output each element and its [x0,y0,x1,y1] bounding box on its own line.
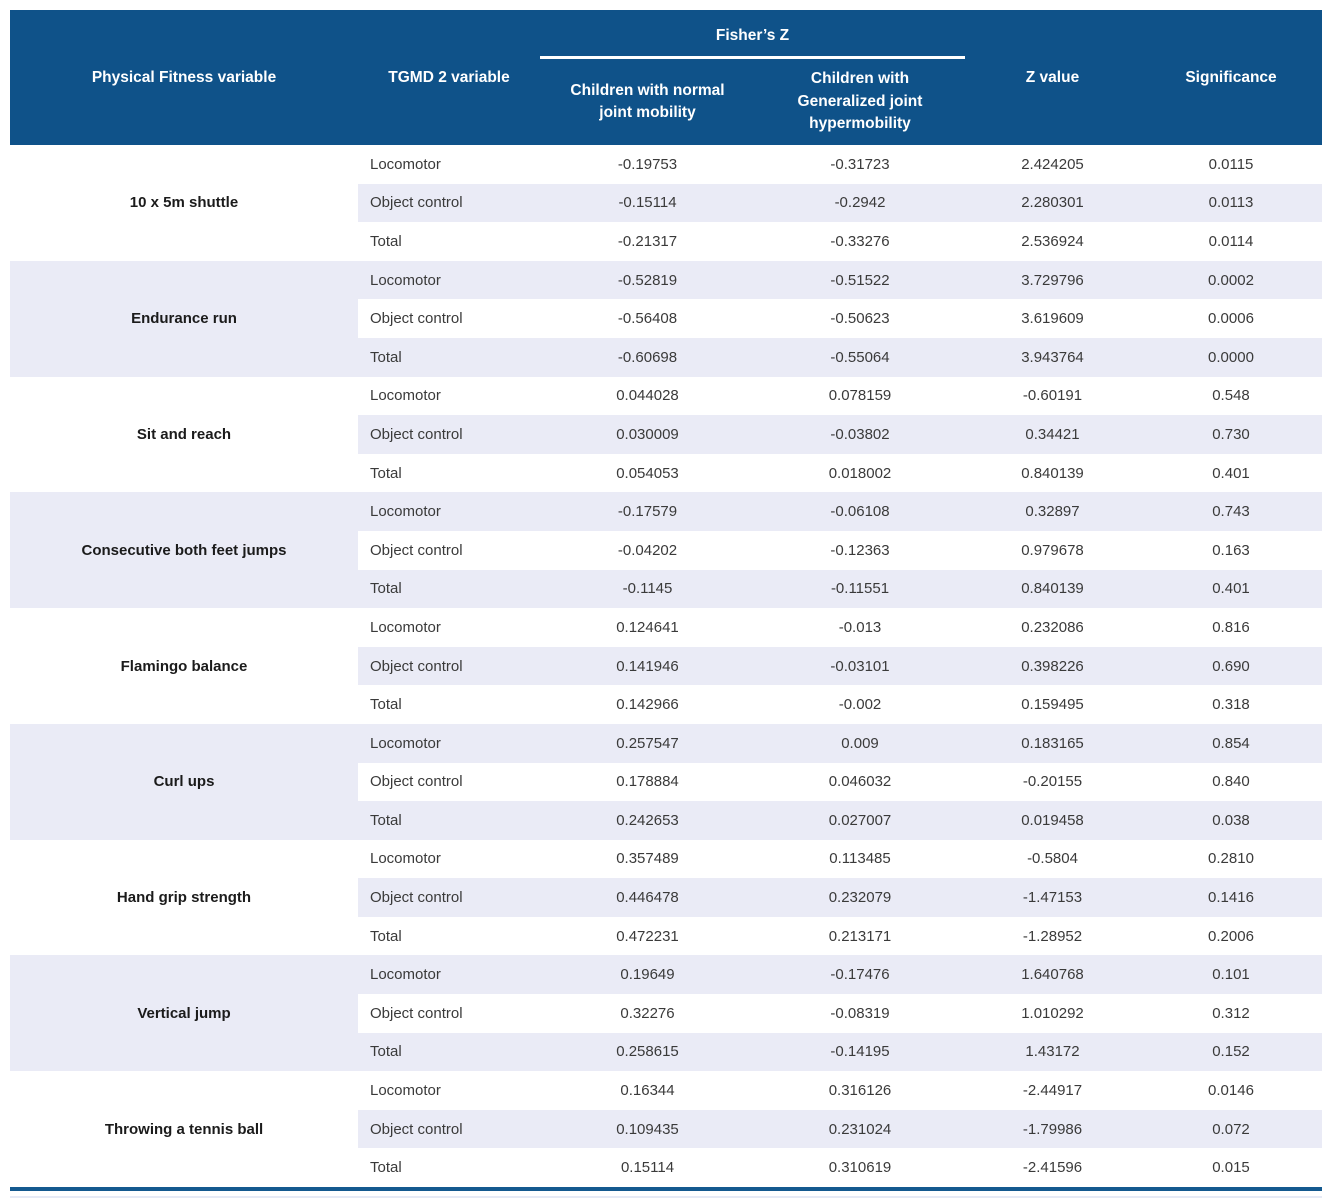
table-row [10,145,1322,184]
cell-z-value: -0.5804 [965,840,1140,879]
cell-z-value: 0.32897 [965,492,1140,531]
cell-z-value: 3.943764 [965,338,1140,377]
cell-significance: 0.015 [1140,1148,1322,1189]
cell-fishers-z-hypermobility: -0.03101 [755,647,965,686]
cell-significance: 0.318 [1140,685,1322,724]
cell-tgmd-variable: Locomotor [358,492,540,531]
cell-fishers-z-normal-mobility: -0.17579 [540,492,755,531]
cell-fishers-z-normal-mobility: 0.054053 [540,454,755,493]
cell-fishers-z-normal-mobility: -0.1145 [540,570,755,609]
cell-z-value: 0.019458 [965,801,1140,840]
cell-fishers-z-hypermobility: -0.14195 [755,1033,965,1072]
cell-tgmd-variable: Total [358,801,540,840]
cell-fishers-z-normal-mobility: 0.32276 [540,994,755,1033]
cell-fishers-z-hypermobility: 0.213171 [755,917,965,956]
cell-tgmd-variable: Total [358,917,540,956]
cell-fishers-z-hypermobility: -0.002 [755,685,965,724]
table-header [10,10,1322,145]
cell-tgmd-variable: Object control [358,299,540,338]
cell-fishers-z-hypermobility: -0.12363 [755,531,965,570]
cell-tgmd-variable: Locomotor [358,1071,540,1110]
cell-z-value: 1.43172 [965,1033,1140,1072]
cell-fishers-z-hypermobility: -0.08319 [755,994,965,1033]
cell-significance: 0.401 [1140,454,1322,493]
cell-z-value: 0.840139 [965,570,1140,609]
cell-fishers-z-normal-mobility: 0.242653 [540,801,755,840]
cell-tgmd-variable: Total [358,685,540,724]
cell-z-value: 0.159495 [965,685,1140,724]
cell-z-value: -2.44917 [965,1071,1140,1110]
cell-tgmd-variable: Locomotor [358,145,540,184]
cell-fishers-z-normal-mobility: -0.04202 [540,531,755,570]
cell-fishers-z-hypermobility: 0.232079 [755,878,965,917]
cell-fishers-z-hypermobility: -0.51522 [755,261,965,300]
cell-fishers-z-hypermobility: -0.50623 [755,299,965,338]
cell-fishers-z-normal-mobility: 0.446478 [540,878,755,917]
cell-significance: 0.0000 [1140,338,1322,377]
header-children-generalized-joint-hypermobility: Children with Generalized joint hypermobility [755,58,965,146]
cell-fishers-z-hypermobility: 0.046032 [755,763,965,802]
table-body [10,145,1322,1189]
cell-significance: 0.312 [1140,994,1322,1033]
cell-tgmd-variable: Object control [358,994,540,1033]
cell-tgmd-variable: Locomotor [358,840,540,879]
group-label: Flamingo balance [10,608,358,724]
group-label: Endurance run [10,261,358,377]
cell-significance: 0.152 [1140,1033,1322,1072]
cell-z-value: 1.640768 [965,955,1140,994]
cell-fishers-z-normal-mobility: 0.124641 [540,608,755,647]
cell-significance: 0.0115 [1140,145,1322,184]
cell-fishers-z-normal-mobility: -0.52819 [540,261,755,300]
cell-significance: 0.0114 [1140,222,1322,261]
cell-significance: 0.548 [1140,377,1322,416]
table-row [10,724,1322,763]
cell-fishers-z-normal-mobility: 0.357489 [540,840,755,879]
cell-significance: 0.0113 [1140,184,1322,223]
cell-z-value: -1.47153 [965,878,1140,917]
cell-fishers-z-normal-mobility: 0.142966 [540,685,755,724]
cell-tgmd-variable: Object control [358,1110,540,1149]
cell-fishers-z-hypermobility: -0.06108 [755,492,965,531]
cell-tgmd-variable: Object control [358,763,540,802]
cell-significance: 0.038 [1140,801,1322,840]
table-row [10,840,1322,879]
cell-z-value: -1.28952 [965,917,1140,956]
cell-fishers-z-hypermobility: -0.03802 [755,415,965,454]
header-physical-fitness-variable: Physical Fitness variable [10,10,358,145]
cell-significance: 0.743 [1140,492,1322,531]
cell-tgmd-variable: Total [358,222,540,261]
cell-fishers-z-normal-mobility: 0.030009 [540,415,755,454]
cell-fishers-z-hypermobility: -0.2942 [755,184,965,223]
cell-fishers-z-hypermobility: 0.018002 [755,454,965,493]
cell-tgmd-variable: Locomotor [358,955,540,994]
group-label: Vertical jump [10,955,358,1071]
header-tgmd-2-variable: TGMD 2 variable [358,10,540,145]
cell-tgmd-variable: Object control [358,531,540,570]
cell-fishers-z-hypermobility: 0.027007 [755,801,965,840]
cell-significance: 0.401 [1140,570,1322,609]
cell-z-value: 3.729796 [965,261,1140,300]
cell-tgmd-variable: Locomotor [358,261,540,300]
cell-z-value: 1.010292 [965,994,1140,1033]
cell-tgmd-variable: Object control [358,184,540,223]
table-row [10,377,1322,416]
cell-z-value: 0.398226 [965,647,1140,686]
header-z-value: Z value [965,10,1140,145]
cell-significance: 0.1416 [1140,878,1322,917]
cell-fishers-z-normal-mobility: 0.109435 [540,1110,755,1149]
cell-z-value: -2.41596 [965,1148,1140,1189]
cell-fishers-z-hypermobility: 0.009 [755,724,965,763]
cell-fishers-z-hypermobility: 0.316126 [755,1071,965,1110]
cell-fishers-z-normal-mobility: -0.56408 [540,299,755,338]
table-row [10,492,1322,531]
cell-z-value: 2.536924 [965,222,1140,261]
table-row [10,261,1322,300]
cell-z-value: -0.60191 [965,377,1140,416]
cell-fishers-z-normal-mobility: 0.472231 [540,917,755,956]
group-label: Sit and reach [10,377,358,493]
cell-fishers-z-hypermobility: 0.310619 [755,1148,965,1189]
group-label: Throwing a tennis ball [10,1071,358,1189]
cell-fishers-z-hypermobility: 0.113485 [755,840,965,879]
cell-significance: 0.163 [1140,531,1322,570]
cell-fishers-z-hypermobility: -0.31723 [755,145,965,184]
group-label: Hand grip strength [10,840,358,956]
cell-tgmd-variable: Object control [358,415,540,454]
table-row [10,608,1322,647]
cell-tgmd-variable: Total [358,1033,540,1072]
cell-z-value: 0.183165 [965,724,1140,763]
group-label: 10 x 5m shuttle [10,145,358,261]
cell-significance: 0.854 [1140,724,1322,763]
cell-fishers-z-hypermobility: -0.55064 [755,338,965,377]
cell-z-value: 3.619609 [965,299,1140,338]
cell-fishers-z-hypermobility: 0.231024 [755,1110,965,1149]
cell-significance: 0.840 [1140,763,1322,802]
cell-fishers-z-normal-mobility: 0.257547 [540,724,755,763]
cell-z-value: 2.280301 [965,184,1140,223]
cell-tgmd-variable: Locomotor [358,724,540,763]
cell-tgmd-variable: Locomotor [358,608,540,647]
cell-tgmd-variable: Total [358,338,540,377]
cell-significance: 0.101 [1140,955,1322,994]
cell-z-value: 0.840139 [965,454,1140,493]
cell-significance: 0.0146 [1140,1071,1322,1110]
cell-tgmd-variable: Locomotor [358,377,540,416]
cell-fishers-z-hypermobility: -0.17476 [755,955,965,994]
cell-z-value: 0.232086 [965,608,1140,647]
cell-fishers-z-normal-mobility: 0.15114 [540,1148,755,1189]
cell-fishers-z-normal-mobility: 0.258615 [540,1033,755,1072]
cell-tgmd-variable: Object control [358,878,540,917]
cell-tgmd-variable: Object control [358,647,540,686]
cell-significance: 0.730 [1140,415,1322,454]
cell-tgmd-variable: Total [358,454,540,493]
cell-significance: 0.690 [1140,647,1322,686]
cell-significance: 0.2006 [1140,917,1322,956]
cell-fishers-z-normal-mobility: 0.16344 [540,1071,755,1110]
cell-z-value: 0.979678 [965,531,1140,570]
cell-fishers-z-hypermobility: -0.11551 [755,570,965,609]
cell-significance: 0.816 [1140,608,1322,647]
cell-z-value: -1.79986 [965,1110,1140,1149]
cell-fishers-z-normal-mobility: -0.21317 [540,222,755,261]
cell-tgmd-variable: Total [358,1148,540,1189]
table-row [10,955,1322,994]
cell-fishers-z-hypermobility: -0.013 [755,608,965,647]
cell-fishers-z-normal-mobility: -0.15114 [540,184,755,223]
table-row [10,1071,1322,1110]
fishers-z-table [10,10,1322,1191]
cell-significance: 0.072 [1140,1110,1322,1149]
cell-tgmd-variable: Total [358,570,540,609]
cell-significance: 0.0006 [1140,299,1322,338]
group-label: Curl ups [10,724,358,840]
cell-fishers-z-normal-mobility: 0.178884 [540,763,755,802]
header-significance: Significance [1140,10,1322,145]
cell-fishers-z-normal-mobility: 0.19649 [540,955,755,994]
cell-z-value: 0.34421 [965,415,1140,454]
cell-fishers-z-normal-mobility: -0.60698 [540,338,755,377]
header-children-normal-joint-mobility: Children with normal joint mobility [540,58,755,146]
cell-z-value: -0.20155 [965,763,1140,802]
cell-significance: 0.0002 [1140,261,1322,300]
cell-fishers-z-hypermobility: -0.33276 [755,222,965,261]
header-fishers-z-group: Fisher’s Z [540,10,965,58]
cell-fishers-z-normal-mobility: 0.141946 [540,647,755,686]
cell-significance: 0.2810 [1140,840,1322,879]
cell-fishers-z-normal-mobility: 0.044028 [540,377,755,416]
group-label: Consecutive both feet jumps [10,492,358,608]
cell-fishers-z-normal-mobility: -0.19753 [540,145,755,184]
cell-fishers-z-hypermobility: 0.078159 [755,377,965,416]
cell-z-value: 2.424205 [965,145,1140,184]
